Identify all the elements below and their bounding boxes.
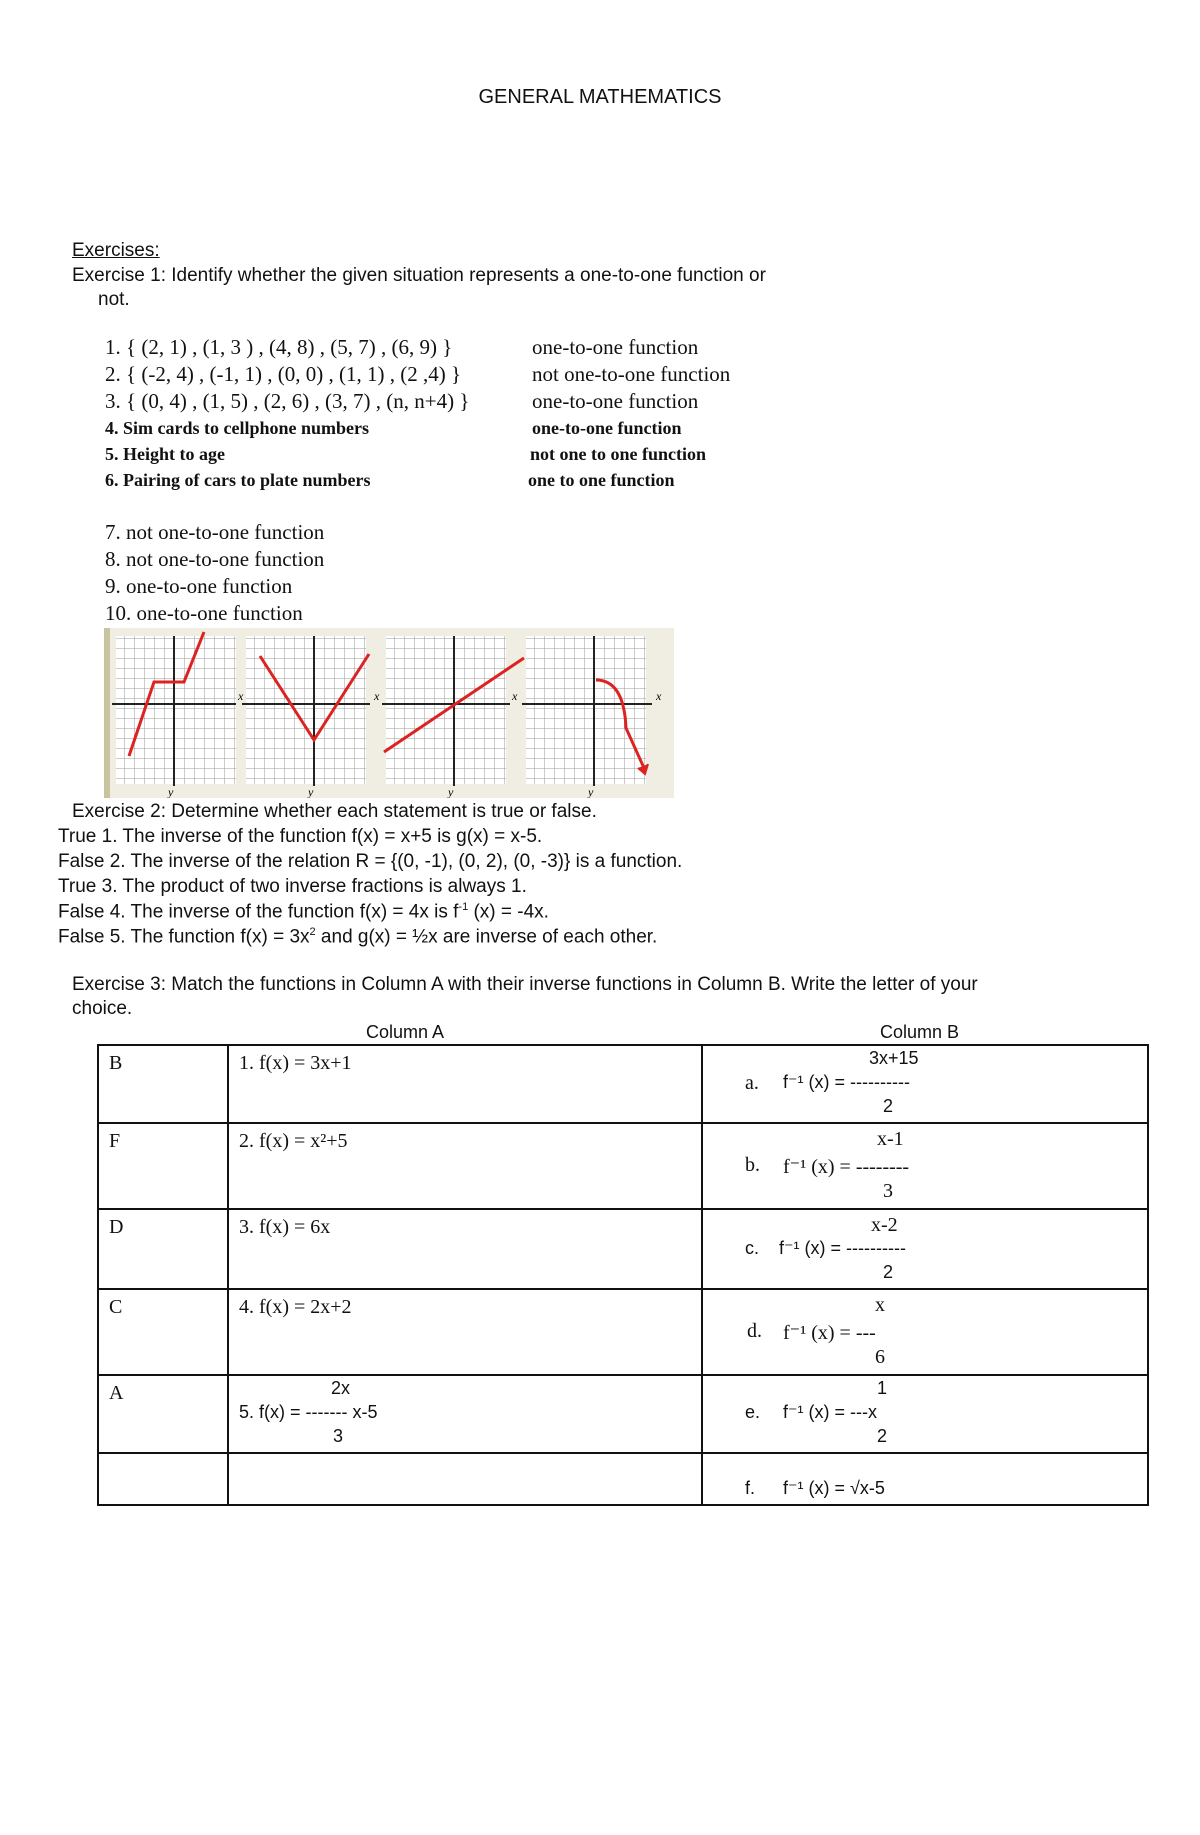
page-title: GENERAL MATHEMATICS [478,86,722,108]
column-a-cell: 3. f(x) = 6x [239,1216,331,1238]
choice-letter: e. [745,1402,761,1422]
ex2-item: True 3. The product of two inverse fractions is always 1. [58,876,527,897]
ex3-instruction: Exercise 3: Match the functions in Column A with their inverse functions in Column B. Write the letter of your [72,974,978,995]
y-axis-label: y [168,785,174,798]
column-a-header: Column A [366,1022,445,1042]
y-axis-label: y [448,785,454,798]
ex2-item: False 4. The inverse of the function f(x) = 4x is $f^{-1}$ (x) = -4x. [58,901,549,923]
function-graphs-image [104,628,674,798]
choice-letter: a. [745,1072,759,1094]
ex1-answer: one-to-one function [532,418,682,438]
x-axis-label: x [374,689,380,703]
exercises-heading: Exercises: [72,240,160,261]
graph-7 [104,628,674,798]
fraction-numerator: x-2 [871,1214,898,1236]
inverse-function: f⁻¹ (x) = ---x [783,1402,877,1422]
x-axis-label: x [656,689,662,703]
y-axis-label: y [308,785,314,798]
x-axis-label: x [512,689,518,703]
ex2-item: True 1. The inverse of the function f(x) = x+5 is g(x) = x-5. [58,826,543,847]
ex1-answer: one to one function [528,470,675,490]
inverse-function: f⁻¹ (x) = ---------- [779,1238,906,1258]
y-axis-label: y [588,785,594,798]
ex1-question: 3. { (0, 4) , (1, 5) , (2, 6) , (3, 7) , (n, n+4) } [105,389,470,413]
fraction-denominator: 6 [875,1346,885,1368]
answer-cell: F [109,1130,121,1152]
fraction-denominator: 3 [333,1426,344,1446]
ex1-answer: one-to-one function [532,389,699,413]
answer-cell: A [109,1382,124,1404]
ex1-answer: not one to one function [530,444,707,464]
fraction-numerator: 3x+15 [869,1048,919,1068]
column-b-header: Column B [880,1022,960,1042]
graph-answer: 9. one-to-one function [105,574,293,598]
graph-answer: 7. not one-to-one function [105,520,325,544]
ex1-question: 4. Sim cards to cellphone numbers [105,418,370,438]
ex1-answer: not one-to-one function [532,362,731,386]
column-a-cell: 1. f(x) = 3x+1 [239,1052,352,1074]
table-row [98,1375,1148,1453]
answer-cell: D [109,1216,124,1238]
ex1-question: 2. { (-2, 4) , (-1, 1) , (0, 0) , (1, 1) , (2 ,4) } [105,362,462,386]
fraction-denominator: 2 [877,1426,888,1446]
fraction-denominator: 2 [883,1262,894,1282]
x-axis-label: x [238,689,244,703]
choice-letter: d. [747,1320,762,1342]
table-row [98,1123,1148,1209]
choice-letter: b. [745,1154,760,1176]
fraction-numerator: 1 [877,1378,888,1398]
ex1-answer: one-to-one function [532,335,699,359]
answer-cell [99,1454,227,1460]
fraction-numerator: x-1 [877,1128,904,1150]
table-row [98,1209,1148,1289]
fraction-denominator: 3 [883,1180,893,1202]
ex1-question: 5. Height to age [105,444,225,464]
ex2-item: False 2. The inverse of the relation R = {(0, -1), (0, 2), (0, -3)} is a function. [58,851,683,872]
matching-table [97,1044,1149,1506]
column-a-cell: 4. f(x) = 2x+2 [239,1296,352,1318]
fraction-numerator: 2x [331,1378,351,1398]
answer-cell: B [109,1052,123,1074]
ex1-instruction-cont: not. [98,289,130,310]
table-row [98,1453,1148,1505]
column-a-cell: 5. f(x) = ------- x-5 [239,1402,378,1422]
ex2-item: False 5. The function $f(x) = 3x^2$ and g(x) = ½x are inverse of each other. [58,926,658,948]
inverse-function: f⁻¹ (x) = ---------- [783,1072,910,1092]
choice-letter: c. [745,1238,760,1258]
answer-cell: C [109,1296,123,1318]
graph-answer: 10. one-to-one function [105,601,303,625]
ex1-question: 1. { (2, 1) , (1, 3 ) , (4, 8) , (5, 7) , (6, 9) } [105,335,453,359]
column-a-cell: 2. f(x) = x²+5 [239,1130,348,1152]
fraction-numerator: x [875,1294,885,1316]
table-row [98,1045,1148,1123]
ex2-instruction: Exercise 2: Determine whether each statement is true or false. [72,801,597,822]
choice-letter: f. [745,1478,756,1498]
column-a-cell [229,1454,701,1460]
ex1-instruction: Exercise 1: Identify whether the given situation represents a one-to-one function or [72,265,766,286]
ex3-instruction-cont: choice. [72,998,133,1019]
inverse-function: f⁻¹ (x) = --- [783,1322,876,1344]
table-row [98,1289,1148,1375]
ex1-question: 6. Pairing of cars to plate numbers [105,470,371,490]
graph-answer: 8. not one-to-one function [105,547,325,571]
inverse-function: f⁻¹ (x) = -------- [783,1156,910,1178]
inverse-function: f⁻¹ (x) = √x-5 [783,1478,885,1498]
fraction-denominator: 2 [883,1096,894,1116]
